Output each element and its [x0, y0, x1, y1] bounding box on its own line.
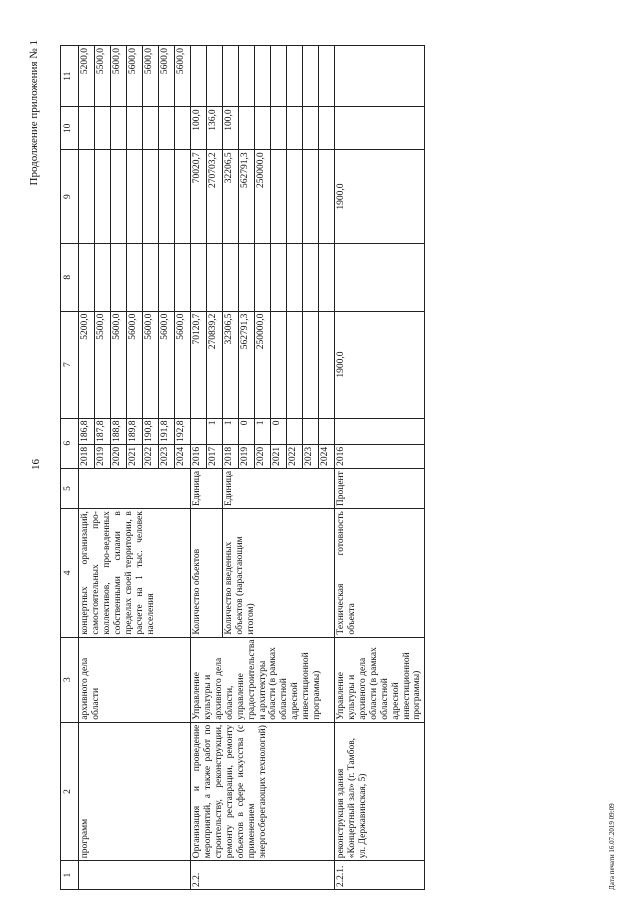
- cell-v10: [287, 107, 303, 150]
- cell-unit: Единица: [191, 468, 223, 508]
- cell-v9: [79, 150, 95, 244]
- cell-v7: 562791,3: [239, 311, 255, 418]
- cell-v6: [319, 418, 335, 444]
- cell-v8: [207, 243, 223, 311]
- cell-indicator: концертных организаций, самостоятельных про-коллективов, про-веденных собственными силами в пределах своей территории, в расчете на 1 тыс. человек населения: [79, 509, 191, 637]
- cell-v6: 187,8: [95, 418, 111, 444]
- cell-year: 2020: [111, 444, 127, 468]
- cell-v7: 250000,0: [255, 311, 271, 418]
- cell-v6: 190,8: [143, 418, 159, 444]
- cell-year: 2021: [127, 444, 143, 468]
- cell-year: 2021: [271, 444, 287, 468]
- cell-year: 2016: [191, 444, 207, 468]
- cell-v6: 1: [223, 418, 239, 444]
- cell-v9: [271, 150, 287, 244]
- cell-v9: 1900,0: [335, 150, 425, 244]
- header-col-2: 2: [61, 722, 79, 861]
- cell-name: реконструкция здания «Концертный зал» (г. Тамбов, ул. Державинская, 5): [335, 722, 425, 861]
- cell-v7: 1900,0: [335, 311, 425, 418]
- header-col-10: 10: [61, 107, 79, 150]
- cell-year: 2017: [207, 444, 223, 468]
- cell-v11: 5600,0: [111, 46, 127, 107]
- cell-unit: [79, 468, 191, 508]
- cell-year: 2018: [79, 444, 95, 468]
- cell-v6: 1: [207, 418, 223, 444]
- cell-v9: [319, 150, 335, 244]
- cell-v9: [303, 150, 319, 244]
- header-col-7: 7: [61, 311, 79, 418]
- cell-v9: [287, 150, 303, 244]
- cell-year: 2016: [335, 444, 425, 468]
- cell-v11: [191, 46, 207, 107]
- table-row: [335, 46, 425, 890]
- cell-executor: Управление культуры и архивного дела области (в рамках областной адресной инвестиционной программы): [335, 637, 425, 722]
- header-col-3: 3: [61, 637, 79, 722]
- cell-year: 2019: [239, 444, 255, 468]
- cell-v6: 0: [239, 418, 255, 444]
- cell-year: 2024: [319, 444, 335, 468]
- cell-v7: 5200,0: [79, 311, 95, 418]
- cell-v9: [159, 150, 175, 244]
- cell-v11: 5200,0: [79, 46, 95, 107]
- cell-v10: 136,0: [207, 107, 223, 150]
- appendix-label: Продолжение приложения № 1: [28, 40, 40, 186]
- cell-v7: 5600,0: [127, 311, 143, 418]
- cell-v11: [239, 46, 255, 107]
- cell-v10: [319, 107, 335, 150]
- cell-year: 2024: [175, 444, 191, 468]
- cell-v9: 270703,2: [207, 150, 223, 244]
- cell-v8: [159, 243, 175, 311]
- cell-v6: [287, 418, 303, 444]
- cell-v6: [303, 418, 319, 444]
- cell-v11: [271, 46, 287, 107]
- cell-v11: [207, 46, 223, 107]
- header-col-6: 6: [61, 418, 79, 468]
- cell-num: [79, 861, 191, 890]
- cell-v8: [175, 243, 191, 311]
- cell-v10: [335, 107, 425, 150]
- cell-v7: [303, 311, 319, 418]
- cell-v8: [335, 243, 425, 311]
- cell-v9: 250000,0: [255, 150, 271, 244]
- cell-year: 2020: [255, 444, 271, 468]
- cell-v6: 0: [271, 418, 287, 444]
- cell-v11: [303, 46, 319, 107]
- cell-v8: [255, 243, 271, 311]
- cell-v7: [287, 311, 303, 418]
- cell-v7: [271, 311, 287, 418]
- cell-v8: [127, 243, 143, 311]
- cell-num: 2.2.: [191, 861, 335, 890]
- cell-v7: [319, 311, 335, 418]
- cell-year: 2018: [223, 444, 239, 468]
- cell-v9: [175, 150, 191, 244]
- cell-v7: 5600,0: [143, 311, 159, 418]
- cell-v10: [79, 107, 95, 150]
- table-row: [79, 46, 95, 890]
- header-col-4: 4: [61, 509, 79, 637]
- cell-v11: 5600,0: [127, 46, 143, 107]
- cell-v9: [127, 150, 143, 244]
- cell-v7: 5500,0: [95, 311, 111, 418]
- cell-v8: [95, 243, 111, 311]
- cell-v9: 562791,3: [239, 150, 255, 244]
- cell-v11: 5600,0: [159, 46, 175, 107]
- cell-v8: [111, 243, 127, 311]
- cell-v10: [239, 107, 255, 150]
- cell-v8: [239, 243, 255, 311]
- cell-v6: 192,8: [175, 418, 191, 444]
- cell-v9: [95, 150, 111, 244]
- cell-v10: [159, 107, 175, 150]
- cell-v10: [255, 107, 271, 150]
- cell-v10: [143, 107, 159, 150]
- cell-v6: 189,8: [127, 418, 143, 444]
- cell-v7: 32306,5: [223, 311, 239, 418]
- table-row: [191, 46, 207, 890]
- cell-name: программ: [79, 722, 191, 861]
- cell-year: 2022: [287, 444, 303, 468]
- header-col-9: 9: [61, 150, 79, 244]
- cell-year: 2023: [303, 444, 319, 468]
- page-number: 16: [30, 459, 42, 470]
- document-page: [20, 30, 620, 890]
- cell-v11: [255, 46, 271, 107]
- header-row: [61, 46, 79, 890]
- cell-v10: [127, 107, 143, 150]
- cell-unit: Единица: [223, 468, 335, 508]
- cell-year: 2022: [143, 444, 159, 468]
- cell-v10: [271, 107, 287, 150]
- cell-name: Организация и проведение мероприятий, а также работ по строительству, реконструкции, ремонту реставрации, ремонту объектов в сфере искусства (с применением энергосберегающих технологий): [191, 722, 335, 861]
- cell-v11: 5600,0: [175, 46, 191, 107]
- cell-num: 2.2.1.: [335, 861, 425, 890]
- cell-v10: [175, 107, 191, 150]
- cell-v11: 5500,0: [95, 46, 111, 107]
- header-col-1: 1: [61, 861, 79, 890]
- cell-v7: 5600,0: [111, 311, 127, 418]
- header-col-5: 5: [61, 468, 79, 508]
- cell-indicator: Количество введенных объектов (нарастающим итогом): [223, 509, 335, 637]
- cell-v8: [191, 243, 207, 311]
- cell-v11: 5600,0: [143, 46, 159, 107]
- cell-v11: [287, 46, 303, 107]
- cell-v6: 186,8: [79, 418, 95, 444]
- cell-v11: [319, 46, 335, 107]
- cell-v8: [271, 243, 287, 311]
- cell-unit: Процент: [335, 468, 425, 508]
- cell-v9: [111, 150, 127, 244]
- cell-v8: [287, 243, 303, 311]
- cell-v11: [335, 46, 425, 107]
- cell-indicator: Техническая готовность объекта: [335, 509, 425, 637]
- header-col-11: 11: [61, 46, 79, 107]
- program-table: [60, 45, 425, 890]
- cell-v10: 100,0: [223, 107, 239, 150]
- cell-v7: 270839,2: [207, 311, 223, 418]
- cell-v8: [79, 243, 95, 311]
- cell-v10: 100,0: [191, 107, 207, 150]
- cell-v7: 70120,7: [191, 311, 207, 418]
- cell-v7: 5600,0: [175, 311, 191, 418]
- cell-indicator: Количество объектов: [191, 509, 223, 637]
- cell-v8: [319, 243, 335, 311]
- cell-v7: 5600,0: [159, 311, 175, 418]
- cell-v6: 191,8: [159, 418, 175, 444]
- cell-v6: [191, 418, 207, 444]
- cell-executor: архивного дела области: [79, 637, 191, 722]
- cell-v10: [111, 107, 127, 150]
- cell-year: 2023: [159, 444, 175, 468]
- cell-v8: [143, 243, 159, 311]
- cell-v8: [223, 243, 239, 311]
- cell-v6: 1: [255, 418, 271, 444]
- cell-year: 2019: [95, 444, 111, 468]
- cell-v9: 32206,5: [223, 150, 239, 244]
- print-date: Дата печати 16.07.2019 09:09: [608, 803, 616, 890]
- cell-executor: Управление культуры и архивного дела области, управление градостроительства и архитектуры области (в рамках областной адресной инвестиционной программы): [191, 637, 335, 722]
- cell-v6: 188,8: [111, 418, 127, 444]
- cell-v9: 70020,7: [191, 150, 207, 244]
- cell-v10: [303, 107, 319, 150]
- cell-v6: [335, 418, 425, 444]
- header-col-8: 8: [61, 243, 79, 311]
- cell-v8: [303, 243, 319, 311]
- cell-v9: [143, 150, 159, 244]
- cell-v10: [95, 107, 111, 150]
- cell-v11: [223, 46, 239, 107]
